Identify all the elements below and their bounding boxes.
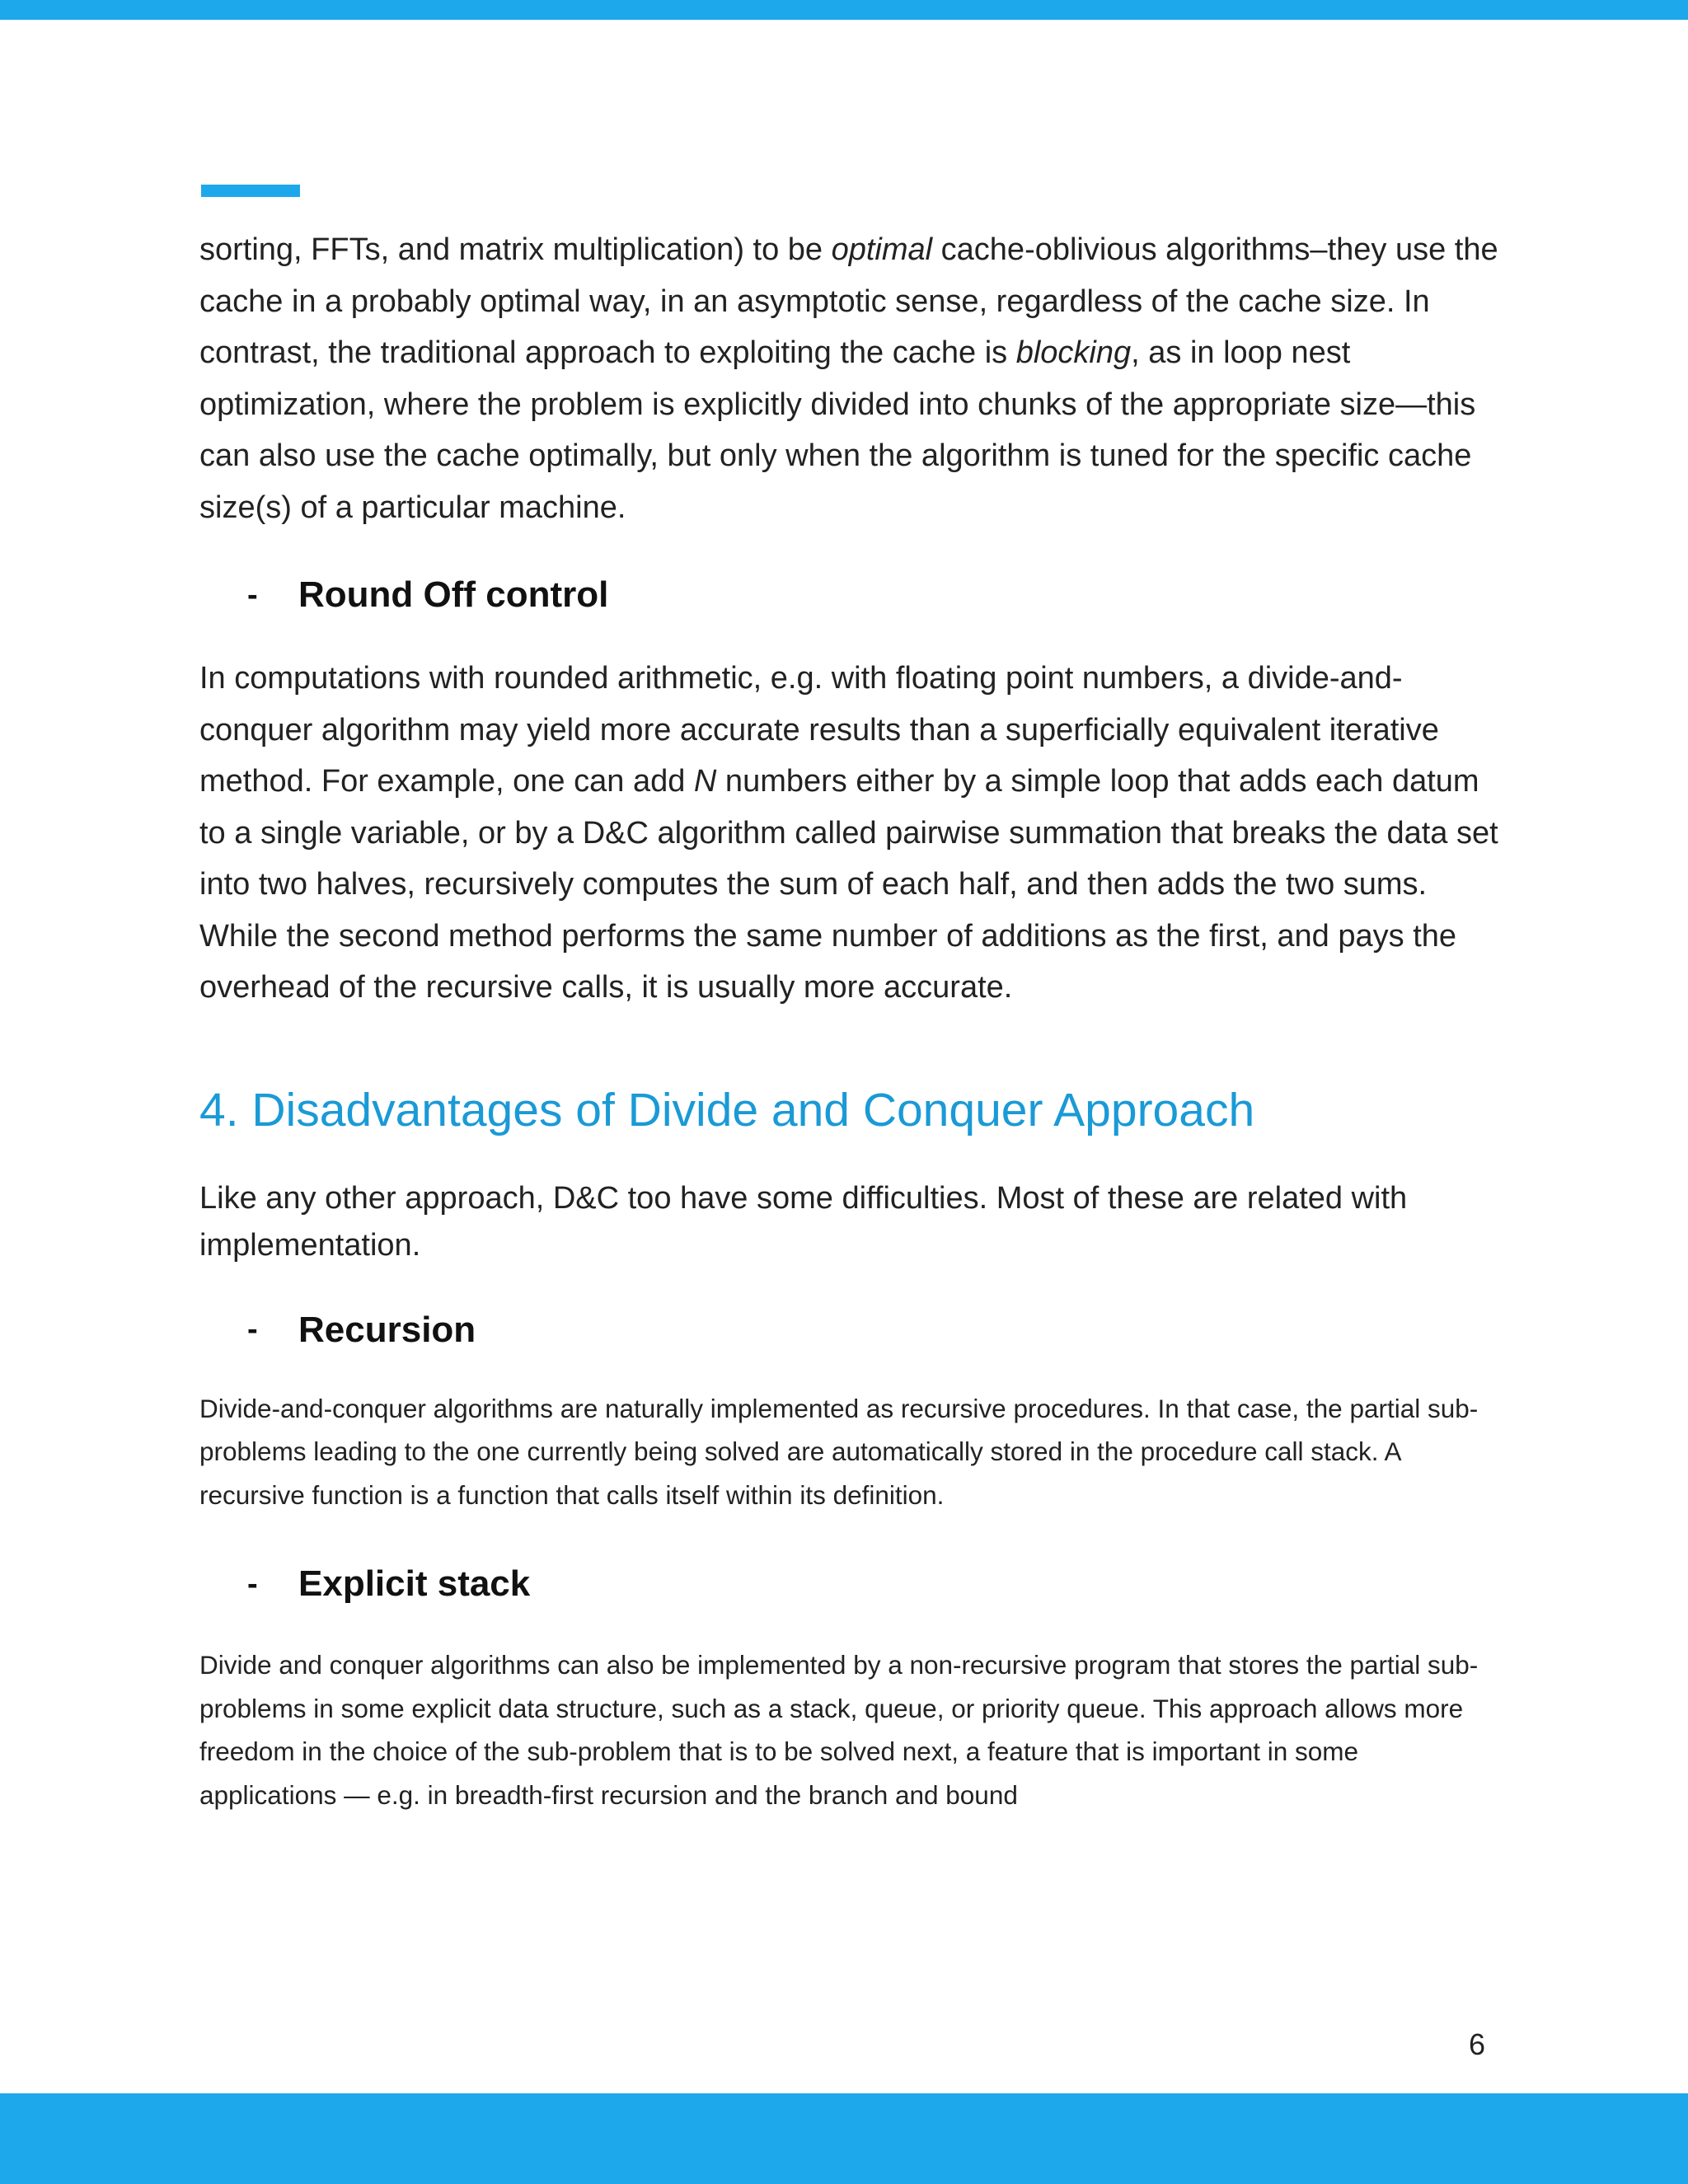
paragraph-round-off — [199, 653, 1502, 1014]
emphasis-n: N — [693, 764, 717, 799]
text-segment: In computations with rounded arithmetic, e.g. with floating point numbers, a divide-and-conquer algorithm may yield more accurate results than a superficially equivalent iterative method. For example, one can add — [199, 661, 1439, 799]
text-segment: Like any other approach, D&C too have some difficulties. Most of these are related with implementation. — [199, 1180, 1408, 1263]
page-number: 6 — [1469, 2027, 1486, 2061]
emphasis-optimal: optimal — [831, 232, 933, 267]
paragraph-recursion — [199, 1387, 1502, 1517]
bullet-label: Explicit stack — [298, 1563, 531, 1604]
accent-dash — [201, 185, 300, 197]
bullet-round-off-control — [247, 567, 1502, 623]
text-segment: cache-oblivious algorithms–they use the cache in a probably optimal way, in an asymptotic sense, regardless of the cache size. In contrast, the traditional approach to exploiting the cache is — [199, 232, 1498, 370]
emphasis-blocking: blocking — [1015, 335, 1132, 370]
bottom-accent-bar — [0, 2093, 1688, 2184]
bullet-recursion — [247, 1304, 1502, 1357]
bullet-label: Round Off control — [298, 574, 609, 615]
text-segment: , as in loop nest optimization, where the problem is explicitly divided into chunks of the appropriate size—this can also use the cache optimally, but only when the algorithm is tuned for the specific cache size(s) of a particular machine. — [199, 335, 1476, 525]
text-segment: Divide and conquer algorithms can also be implemented by a non-recursive program that stores the partial sub-problems in some explicit data structure, such as a stack, queue, or priority queue. This approach allows more freedom in the choice of the sub-problem that is to be solved next, a feature that is important in some applications — e.g. in breadth-first recursion and the branch and bound — [199, 1650, 1479, 1810]
text-segment: numbers either by a simple loop that adds each datum to a single variable, or by a D&C algorithm called pairwise summation that breaks the data set into two halves, recursively computes the sum of each half, and then adds the two sums. While the second method performs the same number of additions as the first, and pays the overhead of the recursive calls, it is usually more accurate. — [199, 764, 1498, 1005]
text-segment: Divide-and-conquer algorithms are naturally implemented as recursive procedures. In that case, the partial sub-problems leading to the one currently being solved are automatically stored in the procedure call stack. A recursive function is a function that calls itself within its definition. — [199, 1393, 1479, 1510]
paragraph-explicit-stack — [199, 1643, 1502, 1816]
paragraph-cache-oblivious — [199, 224, 1502, 533]
bullet-dash: - — [247, 1566, 258, 1601]
paragraph-difficulties — [199, 1175, 1502, 1269]
section-heading-disadvantages: 4. Disadvantages of Divide and Conquer Approach — [199, 1083, 1255, 1137]
bullet-dash: - — [247, 1312, 258, 1347]
bullet-label: Recursion — [298, 1309, 476, 1350]
bullet-explicit-stack — [247, 1558, 1502, 1610]
bullet-dash: - — [247, 577, 258, 612]
top-accent-bar — [0, 0, 1688, 20]
page-content — [199, 224, 1502, 1816]
text-segment: sorting, FFTs, and matrix multiplication) to be — [199, 232, 832, 267]
